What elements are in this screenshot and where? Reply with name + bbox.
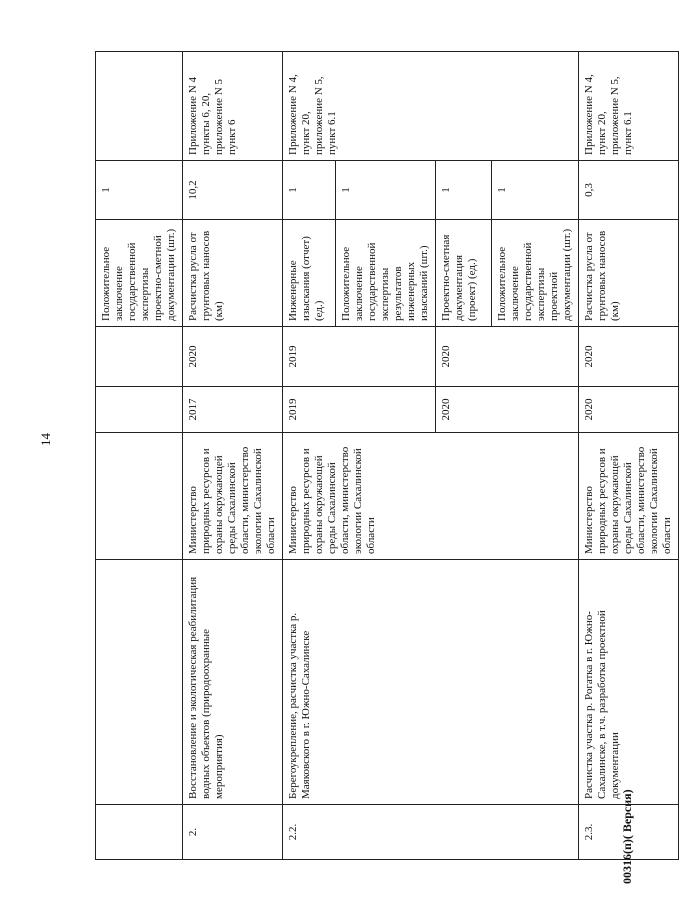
table-row xyxy=(283,52,336,860)
table-row xyxy=(96,52,183,860)
value-cell: 1 xyxy=(96,161,183,220)
cell-empty xyxy=(96,387,183,433)
cell-empty xyxy=(96,560,183,805)
cell-empty xyxy=(96,327,183,387)
note-cell: Приложение N 4, пункт 20, приложение N 5, пункт 6.1 xyxy=(579,52,679,161)
value-cell: 1 xyxy=(336,161,436,220)
year-start: 2020 xyxy=(579,387,679,433)
document-footer: 00316(п)( Версия) xyxy=(620,789,634,884)
measure-name: Восстановление и экологическая реабилитация водных объектов (природоохранные мероприятия) xyxy=(183,560,283,805)
indicator-cell: Положительное заключение государственной экспертизы проектной документации (шт.) xyxy=(492,220,579,327)
measure-name: Берегоукрепление, расчистка участка р. Маяковского в г. Южно-Сахалинске xyxy=(283,560,579,805)
executor-cell: Министерство природных ресурсов и охраны окружающей среды Сахалинской области, министерство экологии Сахалинской области xyxy=(283,433,579,560)
note-cell: Приложение N 4, пункт 20, приложение N 5, пункт 6.1 xyxy=(283,52,579,161)
executor-cell: Министерство природных ресурсов и охраны окружающей среды Сахалинской области, министерство экологии Сахалинской области xyxy=(579,433,679,560)
year-end: 2019 xyxy=(283,327,436,387)
indicator-cell: Положительное заключение государственной экспертизы результатов инженерных изысканий (шт.) xyxy=(336,220,436,327)
row-number: 2.3. xyxy=(579,805,679,860)
measures-table xyxy=(95,51,679,860)
table-row xyxy=(579,52,679,860)
year-end: 2020 xyxy=(183,327,283,387)
value-cell: 0,3 xyxy=(579,161,679,220)
value-cell: 1 xyxy=(436,161,492,220)
indicator-cell: Проектно-сметная документация (проект) (ед.) xyxy=(436,220,492,327)
indicator-cell: Расчистка русла от грунтовых наносов (км) xyxy=(183,220,283,327)
year-start: 2019 xyxy=(283,387,436,433)
table-row xyxy=(183,52,283,860)
indicator-cell: Расчистка русла от грунтовых наносов (км) xyxy=(579,220,679,327)
measure-name: Расчистка участка р. Рогатка в г. Южно-Сахалинске, в т.ч. разработка проектной документации xyxy=(579,560,679,805)
year-end: 2020 xyxy=(436,327,579,387)
value-cell: 1 xyxy=(492,161,579,220)
row-number: 2.2. xyxy=(283,805,579,860)
cell-empty xyxy=(96,433,183,560)
value-cell: 1 xyxy=(283,161,336,220)
executor-cell: Министерство природных ресурсов и охраны окружающей среды Сахалинской области, министерство экологии Сахалинской области xyxy=(183,433,283,560)
cell-empty xyxy=(96,52,183,161)
value-cell: 10,2 xyxy=(183,161,283,220)
indicator-cell: Положительное заключение государственной экспертизы проектно-сметной документации (шт.) xyxy=(96,220,183,327)
cell-empty xyxy=(96,805,183,860)
year-start: 2020 xyxy=(436,387,579,433)
year-start: 2017 xyxy=(183,387,283,433)
row-number: 2. xyxy=(183,805,283,860)
note-cell: Приложение N 4 пункты 6, 20, приложение N 5 пункт 6 xyxy=(183,52,283,161)
page-number: 14 xyxy=(38,433,53,446)
indicator-cell: Инженерные изыскания (отчет) (ед.) xyxy=(283,220,336,327)
year-end: 2020 xyxy=(579,327,679,387)
